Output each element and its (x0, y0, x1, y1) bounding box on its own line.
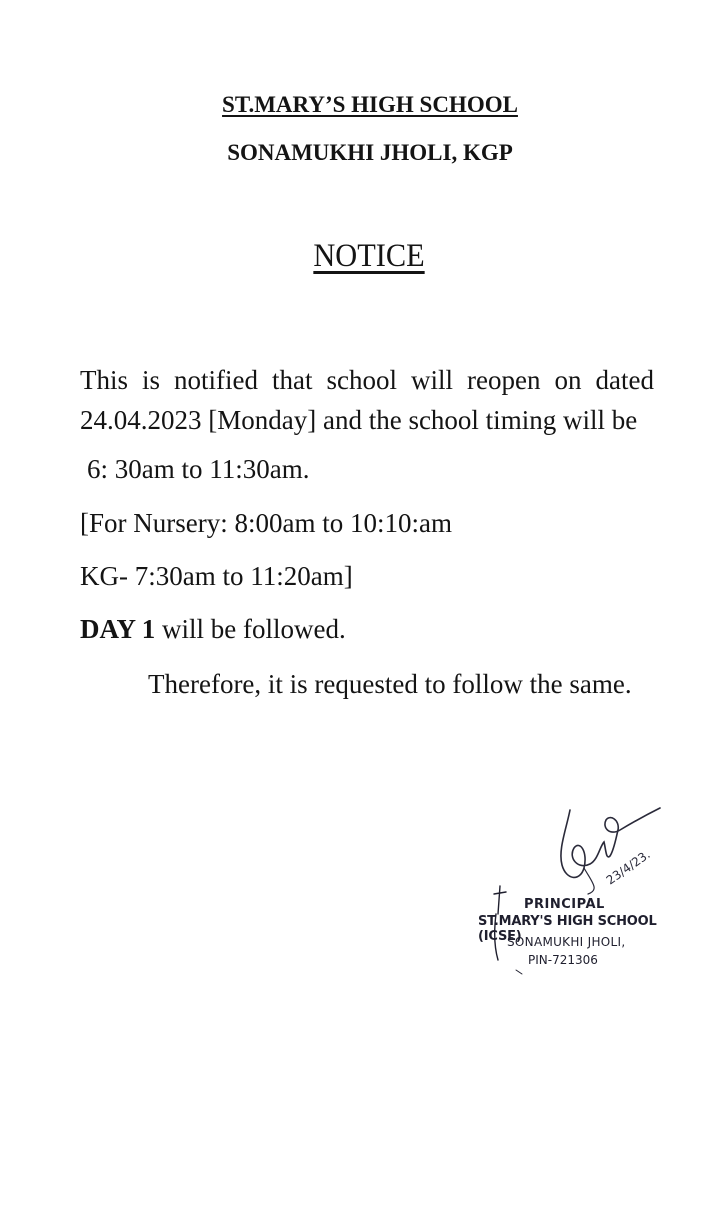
notice-body-line-2: 24.04.2023 [Monday] and the school timing will be (80, 405, 638, 435)
day-followed-text: will be followed. (155, 614, 346, 644)
day-schedule-line (80, 614, 346, 645)
school-address-heading: SONAMUKHI JHOLI, KGP (227, 140, 513, 165)
day-label: DAY 1 (80, 614, 156, 644)
stamp-pin: PIN-721306 (528, 953, 598, 967)
notice-body-paragraph (80, 360, 654, 440)
stamp-address: SONAMUKHI JHOLI, (507, 935, 626, 949)
kg-timing: KG- 7:30am to 11:20am] (80, 561, 353, 591)
school-timing: 6: 30am to 11:30am. (87, 454, 310, 484)
nursery-timing: [For Nursery: 8:00am to 10:10:am (80, 508, 452, 538)
stamp-school-name: ST.MARY'S HIGH SCHOOL (ICSE) (478, 914, 657, 944)
signature-date: 23/4/23. (603, 847, 653, 888)
stamp-title: PRINCIPAL (524, 897, 605, 912)
school-name-heading: ST.MARY’S HIGH SCHOOL (222, 92, 518, 117)
notice-body-line-1: This is notified that school will reopen on dated (80, 365, 654, 395)
request-line: Therefore, it is requested to follow the same. (148, 669, 632, 699)
principal-stamp (470, 880, 670, 980)
notice-title: NOTICE (313, 238, 425, 274)
